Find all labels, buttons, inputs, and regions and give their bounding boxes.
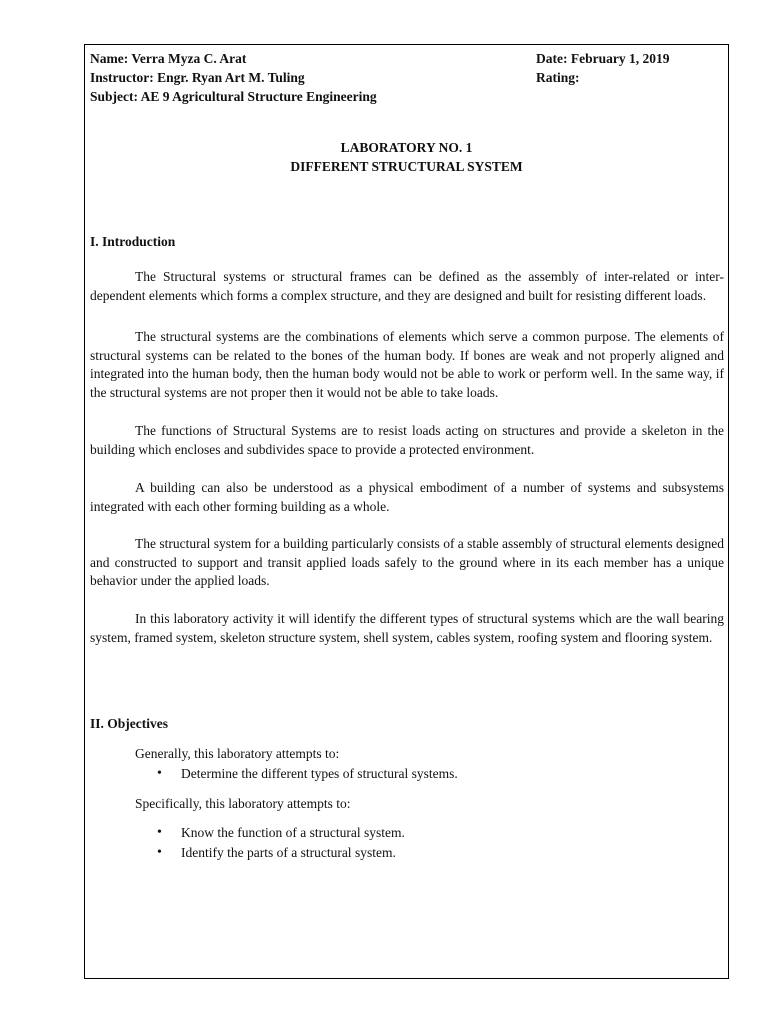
specific-objectives-intro: Specifically, this laboratory attempts to:: [135, 796, 351, 811]
subject-field: Subject: AE 9 Agricultural Structure Engineering: [90, 89, 377, 104]
date-field: Date: February 1, 2019: [536, 51, 670, 66]
header-block: [90, 49, 722, 106]
lab-number-title: LABORATORY NO. 1: [340, 140, 473, 155]
intro-paragraph: In this laboratory activity it will identify the different types of structural systems which are the wall bearing system, framed system, skeleton structure system, shell system, cables system, roofing system and flooring system.: [90, 611, 724, 645]
instructor-name: Instructor: Engr. Ryan Art M. Tuling: [90, 70, 305, 85]
list-item: • Identify the parts of a structural system.: [135, 843, 405, 863]
introduction-heading: I. Introduction: [90, 234, 176, 249]
intro-paragraph: The Structural systems or structural frames can be defined as the assembly of inter-related or inter-dependent elements which forms a complex structure, and they are designed and built for resisting different loads.: [90, 269, 724, 303]
objectives-heading: II. Objectives: [90, 716, 168, 731]
intro-paragraph: The structural systems are the combinations of elements which serve a common purpose. The elements of structural systems can be related to the bones of the human body. If bones are weak and not properly aligned and integrated into the human body, then the human body would not be able to work or perform well. In the same way, if the structural systems are not proper then it would not be able to take loads.: [90, 329, 724, 400]
intro-paragraph: The structural system for a building particularly consists of a stable assembly of structural elements designed and constructed to support and transit applied loads safely to the ground where in its each member has a unique behavior under the applied loads.: [90, 536, 724, 589]
intro-paragraph: A building can also be understood as a physical embodiment of a number of systems and subsystems integrated with each other forming building as a whole.: [90, 480, 724, 514]
student-name: Name: Verra Myza C. Arat: [90, 51, 247, 66]
general-objectives-list: [135, 764, 458, 784]
list-item: • Determine the different types of structural systems.: [135, 764, 458, 784]
intro-paragraph: The functions of Structural Systems are to resist loads acting on structures and provide a skeleton in the building which encloses and subdivides space to provide a protected environment.: [90, 423, 724, 457]
specific-objectives-list: [135, 823, 405, 862]
list-item: • Know the function of a structural system.: [135, 823, 405, 843]
rating-field: Rating:: [536, 70, 580, 85]
document-page: [84, 44, 729, 979]
general-objectives-intro: Generally, this laboratory attempts to:: [135, 746, 340, 761]
lab-topic-title: DIFFERENT STRUCTURAL SYSTEM: [290, 159, 523, 174]
